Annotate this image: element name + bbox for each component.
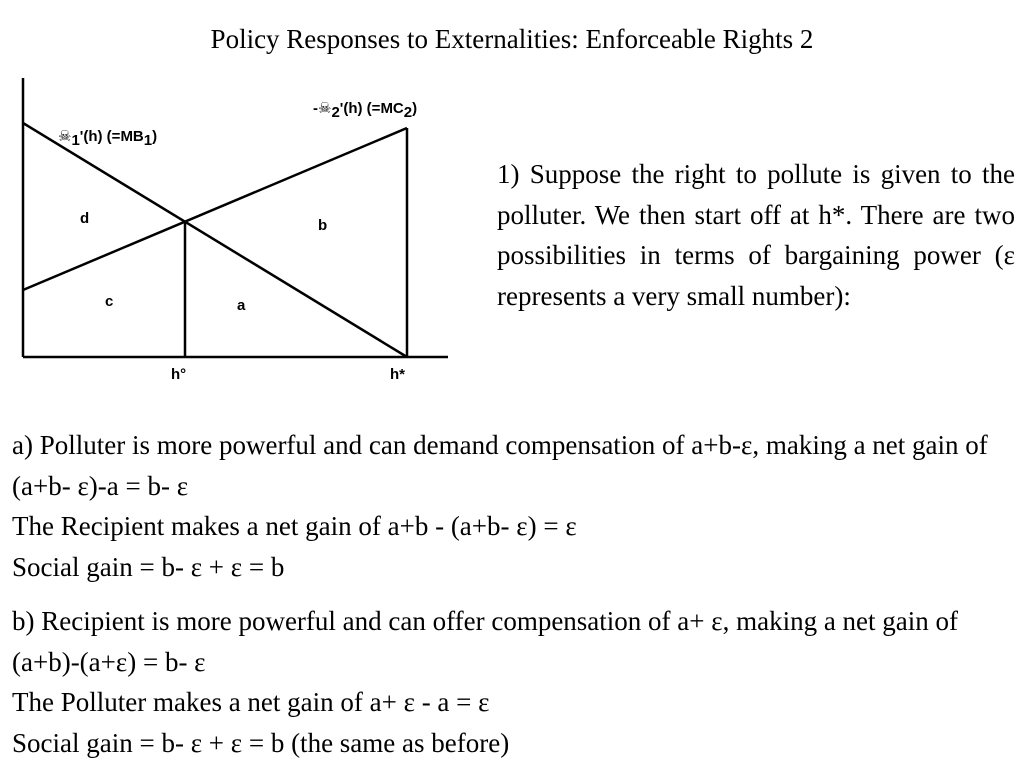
region-a-label: a xyxy=(237,297,246,314)
scenario-b-line-1: b) Recipient is more powerful and can offer compensation of a+ ε, making a net gain of (a+b)-(a+ε) = b- ε xyxy=(12,606,959,677)
skull-icon: ☠ xyxy=(58,128,72,145)
scenario-a-line-3: Social gain = b- ε + ε = b xyxy=(12,551,285,582)
scenario-a-line-2: The Recipient makes a net gain of a+b - (a+b- ε) = ε xyxy=(12,511,577,541)
mc-curve-label: -☠2'(h) (=MC2) xyxy=(313,100,418,121)
skull-icon: ☠ xyxy=(318,100,332,117)
scenario-a-line-1: a) Polluter is more powerful and can demand compensation of a+b-ε, making a net gain of (a+b- ε)-a = b- ε xyxy=(12,430,988,501)
region-c-label: c xyxy=(105,293,114,310)
slide-title: Policy Responses to Externalities: Enforceable Rights 2 xyxy=(210,24,814,54)
scenario-a xyxy=(12,425,1017,587)
scenario-b-line-3: Social gain = b- ε + ε = b (the same as before) xyxy=(12,727,510,758)
intro-text: 1) Suppose the right to pollute is given to the polluter. We then start off at h*. There are two possibilities in terms of bargaining power (ε represents a very small number): xyxy=(497,159,1015,311)
tick-label-h-star: h* xyxy=(390,366,405,383)
scenario-b-line-2: The Polluter makes a net gain of a+ ε - a = ε xyxy=(12,687,490,717)
region-b-label: b xyxy=(318,217,328,234)
mb-curve xyxy=(23,123,407,357)
region-d-label: d xyxy=(80,210,90,227)
mb-curve-label: ☠1'(h) (=MB1) xyxy=(58,128,158,149)
tick-label-h-opt: h° xyxy=(171,366,187,383)
scenario-b xyxy=(12,601,1017,763)
externality-diagram xyxy=(0,70,470,390)
mc-curve xyxy=(23,128,407,290)
